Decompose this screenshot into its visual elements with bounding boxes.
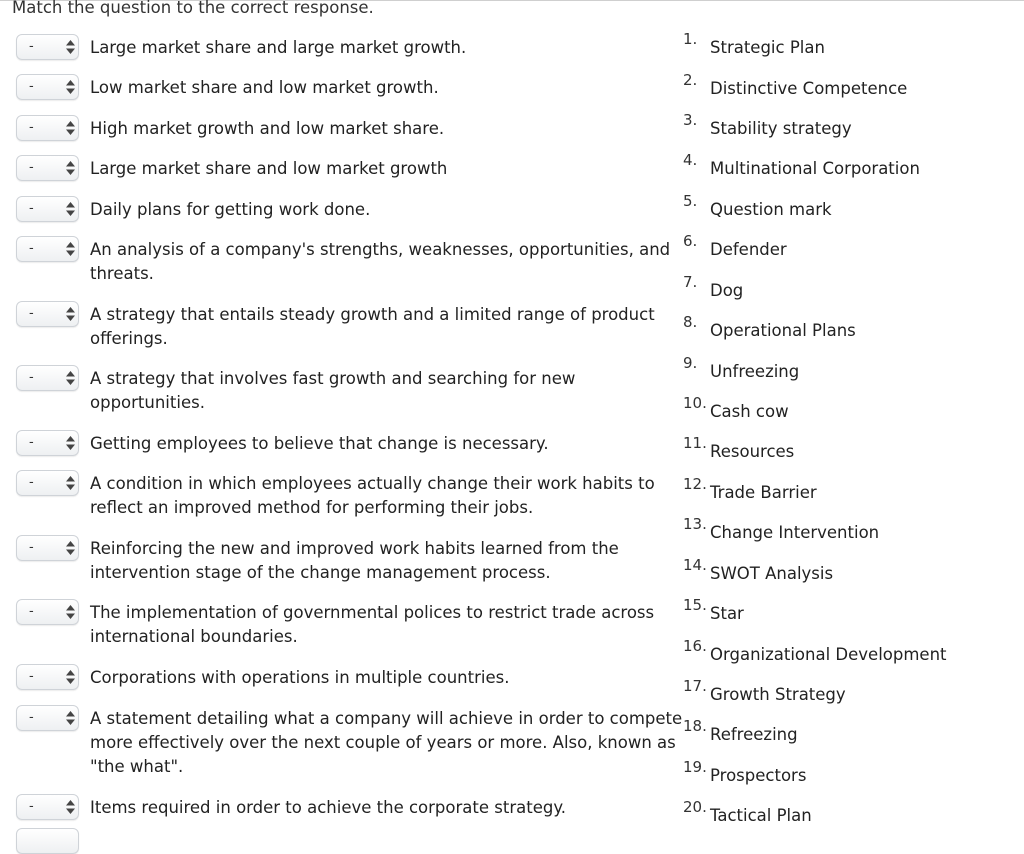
updown-arrows-icon bbox=[66, 242, 75, 256]
answer-select[interactable] bbox=[16, 705, 79, 731]
select-value: - bbox=[29, 79, 34, 94]
question-text: The implementation of governmental polices to restrict trade across international boundaries. bbox=[90, 603, 655, 646]
select-value: - bbox=[29, 669, 34, 684]
answer-text: Strategic Plan bbox=[710, 38, 825, 57]
select-value: - bbox=[29, 241, 34, 256]
answer-text: SWOT Analysis bbox=[710, 564, 834, 583]
answer-text: Tactical Plan bbox=[710, 806, 812, 825]
select-value: - bbox=[29, 435, 34, 450]
answer-number: 10. bbox=[683, 394, 707, 412]
answer-number: 1. bbox=[683, 30, 698, 48]
answer-number: 7. bbox=[683, 273, 698, 291]
answer-number: 3. bbox=[683, 111, 698, 129]
answer-number: 6. bbox=[683, 232, 698, 250]
answer-number: 4. bbox=[683, 151, 698, 169]
question-text: Low market share and low market growth. bbox=[90, 78, 439, 97]
answer-select[interactable] bbox=[16, 196, 79, 222]
answer-select[interactable] bbox=[16, 115, 79, 141]
answer-text: Stability strategy bbox=[710, 119, 852, 138]
updown-arrows-icon bbox=[66, 476, 75, 490]
updown-arrows-icon bbox=[66, 161, 75, 175]
answer-select[interactable] bbox=[16, 664, 79, 690]
updown-arrows-icon bbox=[66, 605, 75, 619]
updown-arrows-icon bbox=[66, 436, 75, 450]
answer-number: 11. bbox=[683, 434, 707, 452]
question-text: Large market share and low market growth bbox=[90, 159, 448, 178]
updown-arrows-icon bbox=[66, 711, 75, 725]
question-text: A strategy that entails steady growth and a limited range of product offerings. bbox=[90, 305, 655, 348]
answer-text: Operational Plans bbox=[710, 321, 856, 340]
answer-select[interactable] bbox=[16, 599, 79, 625]
answer-number: 13. bbox=[683, 515, 707, 533]
answer-text: Resources bbox=[710, 442, 795, 461]
question-text: An analysis of a company's strengths, weaknesses, opportunities, and threats. bbox=[90, 240, 671, 283]
question-text: A statement detailing what a company will achieve in order to compete more effectively over the next couple of years or more. Also, known as "the what". bbox=[90, 709, 683, 776]
answer-number: 18. bbox=[683, 717, 707, 735]
answer-select[interactable] bbox=[16, 828, 79, 854]
answer-select[interactable] bbox=[16, 34, 79, 60]
select-value: - bbox=[29, 540, 34, 555]
updown-arrows-icon bbox=[66, 202, 75, 216]
answer-text: Prospectors bbox=[710, 766, 807, 785]
answer-select[interactable] bbox=[16, 794, 79, 820]
answer-select[interactable] bbox=[16, 74, 79, 100]
answer-select[interactable] bbox=[16, 430, 79, 456]
answer-select[interactable] bbox=[16, 365, 79, 391]
answer-text: Cash cow bbox=[710, 402, 789, 421]
select-value: - bbox=[29, 710, 34, 725]
answer-number: 2. bbox=[683, 71, 698, 89]
select-value: - bbox=[29, 201, 34, 216]
answer-select[interactable] bbox=[16, 470, 79, 496]
answer-number: 8. bbox=[683, 313, 698, 331]
answer-text: Dog bbox=[710, 281, 744, 300]
answer-number: 14. bbox=[683, 556, 707, 574]
select-value: - bbox=[29, 39, 34, 54]
answer-text: Distinctive Competence bbox=[710, 79, 908, 98]
answer-select[interactable] bbox=[16, 236, 79, 262]
question-text: Daily plans for getting work done. bbox=[90, 200, 371, 219]
answer-number: 9. bbox=[683, 354, 698, 372]
question-text: Reinforcing the new and improved work habits learned from the intervention stage of the change management process. bbox=[90, 539, 619, 582]
answer-select[interactable] bbox=[16, 535, 79, 561]
question-text: High market growth and low market share. bbox=[90, 119, 445, 138]
select-value: - bbox=[29, 475, 34, 490]
select-value: - bbox=[29, 604, 34, 619]
answer-text: Star bbox=[710, 604, 744, 623]
updown-arrows-icon bbox=[66, 40, 75, 54]
updown-arrows-icon bbox=[66, 670, 75, 684]
answer-number: 20. bbox=[683, 798, 707, 816]
select-value: - bbox=[29, 799, 34, 814]
question-text: Corporations with operations in multiple countries. bbox=[90, 668, 510, 687]
updown-arrows-icon bbox=[66, 541, 75, 555]
answer-select[interactable] bbox=[16, 301, 79, 327]
instruction-text: Match the question to the correct response. bbox=[12, 0, 374, 17]
answer-text: Organizational Development bbox=[710, 645, 947, 664]
answer-text: Growth Strategy bbox=[710, 685, 846, 704]
answer-select[interactable] bbox=[16, 155, 79, 181]
question-text: Items required in order to achieve the corporate strategy. bbox=[90, 798, 566, 817]
question-text: A strategy that involves fast growth and searching for new opportunities. bbox=[90, 369, 576, 412]
answer-number: 15. bbox=[683, 596, 707, 614]
answer-number: 5. bbox=[683, 192, 698, 210]
question-text: A condition in which employees actually change their work habits to reflect an improved method for performing their jobs. bbox=[90, 474, 655, 517]
answer-text: Trade Barrier bbox=[710, 483, 817, 502]
answer-number: 19. bbox=[683, 758, 707, 776]
answer-text: Defender bbox=[710, 240, 787, 259]
question-text: Large market share and large market growth. bbox=[90, 38, 467, 57]
updown-arrows-icon bbox=[66, 121, 75, 135]
question-text: Getting employees to believe that change is necessary. bbox=[90, 434, 549, 453]
answer-text: Question mark bbox=[710, 200, 832, 219]
updown-arrows-icon bbox=[66, 371, 75, 385]
answer-text: Refreezing bbox=[710, 725, 798, 744]
select-value: - bbox=[29, 306, 34, 321]
updown-arrows-icon bbox=[66, 800, 75, 814]
updown-arrows-icon bbox=[66, 307, 75, 321]
answer-text: Change Intervention bbox=[710, 523, 880, 542]
answer-number: 17. bbox=[683, 677, 707, 695]
answer-number: 16. bbox=[683, 637, 707, 655]
answer-text: Unfreezing bbox=[710, 362, 800, 381]
updown-arrows-icon bbox=[66, 80, 75, 94]
select-value: - bbox=[29, 120, 34, 135]
select-value: - bbox=[29, 370, 34, 385]
answer-text: Multinational Corporation bbox=[710, 159, 920, 178]
answer-number: 12. bbox=[683, 475, 707, 493]
select-value: - bbox=[29, 160, 34, 175]
